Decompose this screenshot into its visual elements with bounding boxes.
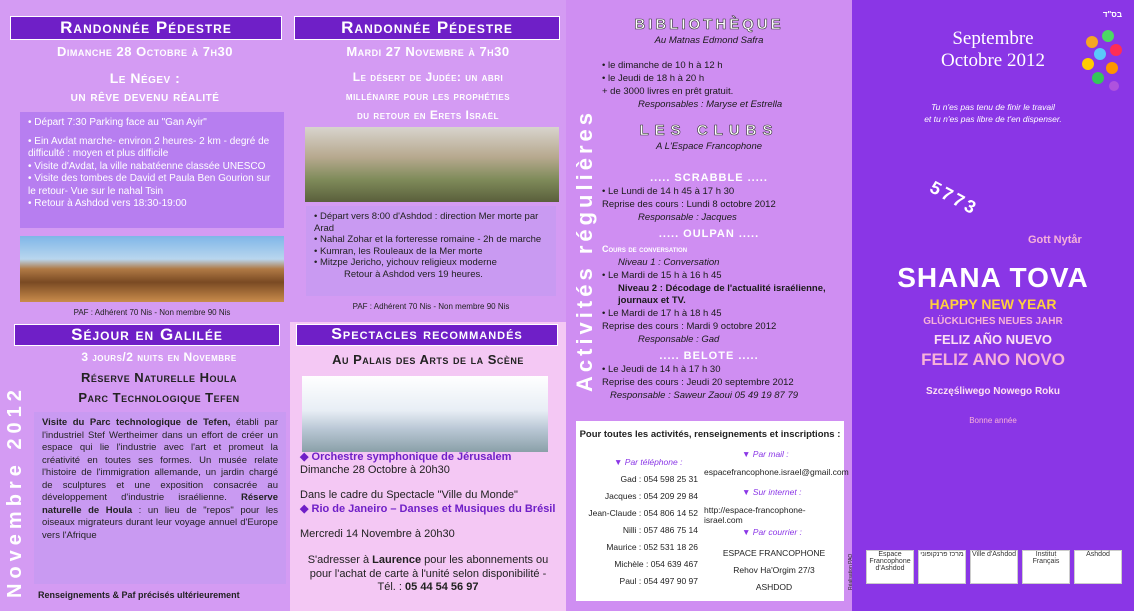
sejour-subtitle: 3 jours/2 nuits en Novembre [81,350,237,364]
mail-address[interactable]: espacefrancophone.israel@gmail.com [704,467,849,477]
side-note: Réalisation PAO [848,553,854,590]
greeting-feliz-ano-novo: FELIZ ANO NOVO [921,350,1065,369]
logo-text: Espace Francophone d'Ashdod [869,551,911,572]
phone-entry: Gad : 054 598 25 31 [620,474,698,484]
logo-text: Ashdod [1086,551,1110,558]
sejour-footer: Renseignements & Paf précisés ultérieurement [38,590,240,600]
postal-address [704,545,844,596]
postal-line: ESPACE FRANCOPHONE [722,548,826,558]
greeting-gluckliches: GLÜCKLICHES NEUES JAHR [923,316,1063,327]
detail-line: • Kumran, les Rouleaux de la Mer morte [314,245,483,257]
paf-price-2: PAF : Adhérent 70 Nis - Non membre 90 Nis [352,302,510,311]
scrabble-responsable: Responsable : Jacques [638,212,737,223]
greeting-bonne-annee: Bonne année [969,416,1017,425]
oulpan-responsable: Responsable : Gad [638,334,720,345]
phone-entry: Maurice : 052 531 18 26 [606,542,698,552]
column-activites [566,0,852,611]
conversation-title: Cours de conversation [602,244,688,254]
hike-date-1: Dimanche 28 Octobre à 7h30 [57,44,233,59]
detail-line: • Nahal Zohar et la forteresse romaine - 2h de marche [314,234,542,245]
greeting-feliz-ano-nuevo: FELIZ AÑO NUEVO [934,332,1052,347]
postal-line: Rehov Ha'Orgim 27/3 [733,565,815,575]
contact-box [576,421,849,601]
show2-title: ◆ Rio de Janeiro – Danses et Musiques du Brésil [300,503,556,515]
biblio-line: • le Jeudi de 18 h à 20 h [602,73,705,84]
spectacles-section [290,322,566,611]
scrabble-line: Reprise des cours : Lundi 8 octobre 2012 [602,199,776,210]
logo-text: Ville d'Ashdod [971,551,1017,558]
quote-line2: et tu n'es pas libre de t'en dispenser. [924,114,1062,124]
vertical-novembre: Novembre 2012 [4,385,26,598]
paf-price-1: PAF : Adhérent 70 Nis - Non membre 90 Nis [73,308,231,317]
phone-entry: Paul : 054 497 90 97 [619,576,698,586]
greeting-szczesliwego: Szczęśliwego Nowego Roku [926,386,1060,397]
booking-pre: S'adresser à [307,554,373,566]
column-negev-galilee [0,0,290,611]
belote-line: • Le Jeudi de 14 h à 17 h 30 [602,364,721,375]
detail-line: • Départ 7:30 Parking face au "Gan Ayir" [28,117,207,128]
detail-line: • Visite d'Avdat, la ville nabatéenne classée UNESCO [28,160,266,172]
booking-info [302,554,554,595]
logo-institut [1022,550,1070,584]
section-header-randonnee-2: Randonnée Pédestre [294,16,560,40]
greeting-happy-new-year: HAPPY NEW YEAR [929,296,1057,312]
column-cover [848,0,1134,611]
phone-list [576,471,698,590]
biblio-line: + de 3000 livres en prêt gratuit. [602,86,734,97]
postal-line: ASHDOD [755,582,793,592]
spectacles-venue: Au Palais des Arts de la Scène [332,352,524,367]
show1-title: ◆ Orchestre symphonique de Jérusalem [300,451,512,463]
show2-date: Mercredi 14 Novembre à 20h30 [300,528,455,540]
show2-intro: Dans le cadre du Spectacle "Ville du Monde" [300,489,518,501]
tefen-bold: Visite du Parc technologique de Tefen, [42,417,231,428]
scrabble-line: • Le Lundi de 14 h 45 à 17 h 30 [602,186,735,197]
sejour-line2: Parc Technologique Tefen [78,390,240,405]
phone-entry: Michèle : 054 639 467 [614,559,698,569]
hike-date-2: Mardi 27 Novembre à 7h30 [346,44,510,59]
oulpan-line: journaux et TV. [618,295,686,306]
sejour-description [34,412,286,584]
oulpan-title: ..... OULPAN ..... [658,228,760,240]
clubs-title: LES CLUBS [639,122,779,139]
cover-title-1: Septembre [952,28,1034,49]
phone-entry: Jean-Claude : 054 806 14 52 [588,508,698,518]
booking-phone: 05 44 54 56 97 [405,581,479,593]
scrabble-title: ..... SCRABBLE ..... [650,172,768,184]
negev-desert-photo [20,236,284,302]
cover-title-2: Octobre 2012 [941,50,1045,71]
oulpan-line: Niveau 2 : Décodage de l'actualité israélienne, [618,283,826,294]
biblio-title: BIBLIOTHÈQUE [634,16,784,33]
contact-title: Pour toutes les activités, renseignements et inscriptions : [579,429,841,440]
logo-espace-francophone [866,550,914,584]
section-header-spectacles: Spectacles recommandés [296,324,558,346]
show1-date: Dimanche 28 Octobre à 20h30 [300,464,450,476]
booking-name: Laurence [372,554,422,566]
sejour-line1: Réserve Naturelle Houla [80,370,238,385]
hike-details-2 [306,206,556,296]
section-header-sejour: Séjour en Galilée [14,324,280,346]
biblio-responsables: Responsables : Maryse et Estrella [638,99,783,110]
booking-post: pour les abonnements ou pour l'achat de carte à l'unité selon disponibilité - Tél. : [309,554,549,593]
belote-responsable: Responsable : Saweur Zaoui 05 49 19 87 79 [610,390,799,401]
hike-details-1 [20,112,284,228]
detail-line: • Visite des tombes de David et Paula Ben Gourion sur le retour- Vue sur le nahal Tsin [28,173,271,197]
detail-line: • Mitzpe Jericho, yichouv religieux moderne [314,257,497,268]
palais-des-arts-photo [302,376,548,452]
detail-line: • Retour à Ashdod vers 18:30-19:00 [28,198,187,209]
oulpan-line: Niveau 1 : Conversation [618,257,720,268]
biblio-line: • le dimanche de 10 h à 12 h [602,60,723,71]
belote-title: ..... BELOTE ..... [659,350,759,362]
houla-bold: Réserve naturelle de Houla [42,492,278,516]
logo-ville [970,550,1018,584]
judea-desert-photo [305,127,559,202]
phone-entry: Jacques : 054 209 29 84 [604,491,698,501]
hike2-title-line3: du retour en Erets Israël [357,108,499,122]
hike2-title-line2: millénaire pour les prophéties [345,89,511,103]
phone-label: ▼ Par téléphone : [614,457,683,467]
hike2-title-line1: Le désert de Judée: un abri [352,70,504,84]
show2-title-text: Rio de Janeiro – Danses et Musiques du Brésil [311,503,556,515]
logo-ashdod [1074,550,1122,584]
logo-text: Institut Français [1032,551,1060,565]
corner-mark: בס"ד [1102,10,1122,19]
mail-label: ▼ Par mail : [742,449,789,459]
detail-line: • Départ vers 8:00 d'Ashdod : direction Mer morte par Arad [314,211,539,234]
logo-text: מרכז פרנקופוני [920,551,964,558]
hike-title-line2: un rêve devenu réalité [70,88,220,104]
tefen-text: établi par l'industriel Stef Wertheimer dans un effort de créer un espace qui lie l'industrie avec l'art et promeut la créativité en toutes ses formes. Un musée relate l'histoire de l'immigration allemande, un jardin chargé de sculptures et une exposition consacrée au développement d'industrie israélienne. [42,417,278,503]
vertical-activites: Activités régulières [572,109,597,392]
belote-line: Reprise des cours : Jeudi 20 septembre 2012 [602,377,794,388]
oulpan-line: • Le Mardi de 17 h à 18 h 45 [602,308,722,319]
quote-line1: Tu n'es pas tenu de finir le travail [931,102,1055,112]
hike-title-line1: Le Négev : [109,70,181,86]
post-label: ▼ Par courrier : [742,527,802,537]
phone-entry: Nilli : 057 486 75 14 [622,525,698,535]
greeting-gott-nytar: Gott Nytår [1028,234,1082,246]
detail-line: • Ein Avdat marche- environ 2 heures- 2 km - degré de difficulté : moyen et plus difficile [28,135,270,159]
biblio-place: Au Matnas Edmond Safra [654,35,764,46]
year-5773: 5773 [926,177,982,220]
oulpan-line: • Le Mardi de 15 h à 16 h 45 [602,270,722,281]
column-judee-spectacles [290,0,566,611]
detail-line: Retour à Ashdod vers 19 heures. [344,268,483,280]
oulpan-line: Reprise des cours : Mardi 9 octobre 2012 [602,321,777,332]
show1-title-text: Orchestre symphonique de Jérusalem [311,451,512,463]
section-header-randonnee-1: Randonnée Pédestre [10,16,282,40]
web-label: ▼ Sur internet : [742,487,802,497]
houla-text: : un lieu de "repos" pour les oiseaux migrateurs durant leur voyage annuel d'Europe vers l'Afrique [42,504,279,541]
logo-merkaz [918,550,966,584]
greeting-shana-tova: SHANA TOVA [897,262,1089,293]
clubs-place: A L'Espace Francophone [655,141,763,152]
flower-logo [1078,26,1126,96]
web-address[interactable]: http://espace-francophone-israel.com [704,505,806,525]
